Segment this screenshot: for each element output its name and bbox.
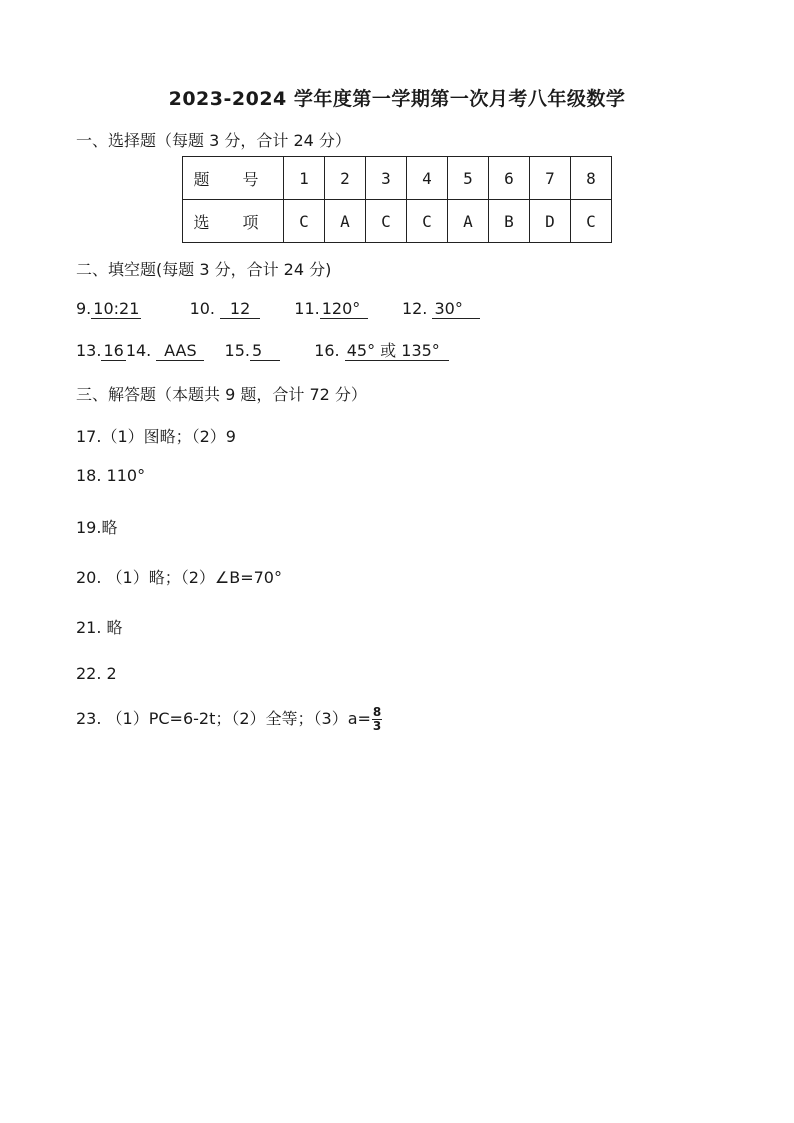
q9-number: 9.: [76, 299, 92, 318]
fraction-numerator: 8: [372, 705, 382, 719]
table-cell: 1: [284, 157, 325, 200]
q12-answer: 30°: [432, 300, 480, 319]
q14-answer: AAS: [156, 342, 204, 361]
q13-number: 13.: [76, 341, 102, 360]
q21-answer: 21. 略: [76, 618, 123, 637]
table-row-numbers: [183, 157, 612, 200]
q17-answer: 17.（1）图略；（2）9: [76, 427, 236, 446]
table-cell: 7: [530, 157, 571, 200]
table-cell: C: [284, 200, 325, 243]
q18-answer: 18. 110°: [76, 466, 146, 485]
table-row-answers: [183, 200, 612, 243]
q11-number: 11.: [294, 299, 320, 318]
fill-blank-row-1: [76, 299, 480, 319]
q11-answer: 120°: [320, 300, 368, 319]
table-cell: 5: [448, 157, 489, 200]
table-cell: A: [325, 200, 366, 243]
q23-fraction: [372, 706, 382, 733]
table-header-option: 选 项: [183, 200, 284, 243]
table-cell: 4: [407, 157, 448, 200]
table-cell: 8: [571, 157, 612, 200]
fraction-denominator: 3: [372, 719, 382, 733]
q14-number: 14.: [125, 341, 152, 360]
q9-answer: 10:21: [93, 299, 140, 318]
table-cell: 2: [325, 157, 366, 200]
q20-answer: 20. （1）略；（2）∠B=70°: [76, 568, 282, 587]
q16-number: 16.: [314, 341, 340, 360]
table-cell: D: [530, 200, 571, 243]
table-cell: B: [489, 200, 530, 243]
q12-number: 12.: [401, 299, 428, 318]
section-2-heading: 二、填空题(每题 3 分，合计 24 分): [76, 260, 332, 279]
q15-number: 15.: [224, 341, 250, 360]
q22-answer: 22. 2: [76, 664, 117, 683]
table-cell: C: [571, 200, 612, 243]
q10-answer: 12: [220, 300, 260, 319]
q16-answer: 45° 或 135°: [345, 342, 449, 361]
choice-answer-table: [182, 156, 612, 243]
table-cell: C: [366, 200, 407, 243]
section-1-heading: 一、选择题（每题 3 分，合计 24 分）: [76, 131, 351, 150]
section-3-heading: 三、解答题（本题共 9 题，合计 72 分）: [76, 385, 367, 404]
q10-number: 10.: [189, 299, 216, 318]
table-cell: 6: [489, 157, 530, 200]
q13-answer: 16: [103, 341, 124, 360]
table-cell: 3: [366, 157, 407, 200]
table-cell: C: [407, 200, 448, 243]
q19-answer: 19.略: [76, 518, 118, 537]
page-title: 2023-2024 学年度第一学期第一次月考八年级数学: [168, 88, 626, 110]
fill-blank-row-2: [76, 341, 449, 361]
q23-answer: [76, 706, 382, 733]
table-header-number: 题 号: [183, 157, 284, 200]
table-cell: A: [448, 200, 489, 243]
q15-answer: 5: [250, 342, 280, 361]
q23-text: 23. （1）PC=6-2t；（2）全等；（3）a=: [76, 709, 371, 728]
